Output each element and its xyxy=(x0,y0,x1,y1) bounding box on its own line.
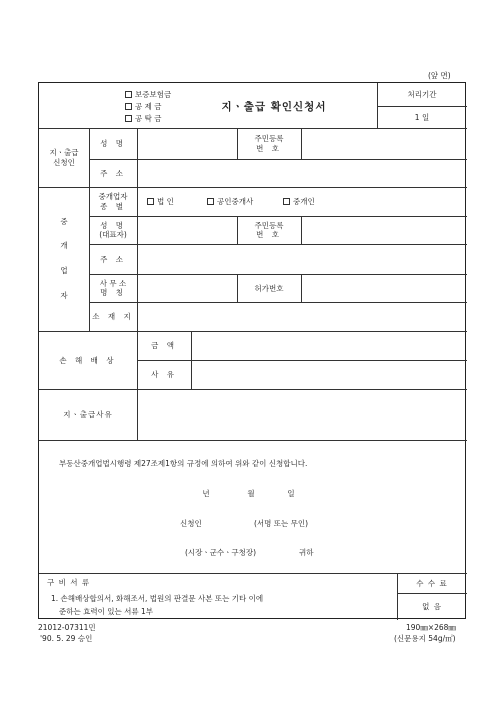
damages-reason-field[interactable] xyxy=(192,361,466,388)
documents-label: 구 비 서 류 xyxy=(47,577,91,587)
signature-note: (서명 또는 무인) xyxy=(254,518,309,528)
agent-address-field[interactable] xyxy=(138,245,466,273)
applicant-section-label: 지ㆍ출급 신청인 xyxy=(49,148,79,167)
agent-address-label: 주 소 xyxy=(100,254,126,264)
agent-office-label: 사 무 소 명 칭 xyxy=(99,278,127,297)
agent-type-label: 중개업자 종 별 xyxy=(98,192,128,211)
checkbox-icon xyxy=(283,198,290,205)
recipient-suffix: 귀하 xyxy=(299,547,314,557)
page-side-label: (앞 면) xyxy=(428,71,451,80)
recipient-label: (시장ㆍ군수ㆍ구청장) xyxy=(185,547,257,557)
paper-type: (신문용지 54g/㎡) xyxy=(394,634,456,643)
approval-date: '90. 5. 29 승인 xyxy=(40,634,93,643)
agent-rrn-label: 주민등록 번 호 xyxy=(254,220,284,239)
date-year: 년 xyxy=(202,488,210,498)
documents-item-line1: 1. 손해배상합의서, 화해조서, 법원의 판결문 사본 또는 기타 이에 xyxy=(51,593,264,603)
withdrawal-reason-label: 지ㆍ출급사유 xyxy=(63,410,113,419)
checkbox-icon xyxy=(207,198,214,205)
agent-location-label: 소 재 지 xyxy=(92,312,134,321)
applicant-address-field[interactable] xyxy=(138,160,466,186)
applicant-signature-label: 신청인 xyxy=(180,518,202,528)
agent-license-label: 허가번호 xyxy=(254,283,284,293)
fund-option-guarantee[interactable]: 보증보험금 xyxy=(125,88,171,100)
agent-type-option-broker[interactable]: 중개인 xyxy=(283,187,315,216)
agent-type-option-licensed-broker[interactable]: 공인중개사 xyxy=(207,187,253,216)
agent-name-field[interactable] xyxy=(138,217,236,243)
checkbox-icon xyxy=(125,103,132,110)
fund-option-deposit[interactable]: 공 탁 금 xyxy=(125,112,162,124)
date-day: 일 xyxy=(287,488,295,498)
processing-period-label: 처리기간 xyxy=(407,90,437,99)
paper-size: 190㎜×268㎜ xyxy=(406,623,456,632)
form-title: 지ㆍ출급 확인신청서 xyxy=(221,100,327,113)
date-month: 월 xyxy=(247,488,255,498)
statement-text: 부동산중개업법시행령 제27조제1항의 규정에 의하여 위와 같이 신청합니다. xyxy=(59,458,308,468)
agent-rrn-field[interactable] xyxy=(302,217,466,243)
applicant-rrn-label: 주민등록 번 호 xyxy=(254,134,284,153)
fee-label: 수 수 료 xyxy=(416,578,448,588)
form-code: 21012-07311민 xyxy=(38,623,96,632)
agent-office-field[interactable] xyxy=(138,275,236,301)
agent-section-label: 중 개 업 자 xyxy=(60,216,68,300)
applicant-name-field[interactable] xyxy=(138,129,236,158)
documents-item-line2: 준하는 효력이 있는 서류 1부 xyxy=(59,606,154,616)
checkbox-icon xyxy=(147,198,154,205)
processing-period-value: 1 일 xyxy=(414,112,430,122)
applicant-rrn-field[interactable] xyxy=(302,129,466,158)
fund-option-mutual-aid[interactable]: 공 제 금 xyxy=(125,100,162,112)
damages-reason-label: 사 유 xyxy=(151,370,177,379)
checkbox-icon xyxy=(125,91,132,98)
damages-section-label: 손 해 배 상 xyxy=(59,355,117,365)
applicant-name-label: 성 명 xyxy=(100,139,126,148)
agent-location-field[interactable] xyxy=(138,303,466,330)
checkbox-icon xyxy=(125,115,132,122)
agent-type-option-corporation[interactable]: 법 인 xyxy=(147,187,174,216)
fee-value: 없 음 xyxy=(422,602,442,611)
application-form xyxy=(38,82,466,619)
damages-amount-label: 금 액 xyxy=(151,341,177,350)
damages-amount-field[interactable] xyxy=(192,332,466,359)
applicant-address-label: 주 소 xyxy=(100,168,126,178)
agent-license-field[interactable] xyxy=(302,275,466,301)
agent-name-label: 성 명 (대표자) xyxy=(99,220,127,239)
withdrawal-reason-field[interactable] xyxy=(138,390,466,439)
